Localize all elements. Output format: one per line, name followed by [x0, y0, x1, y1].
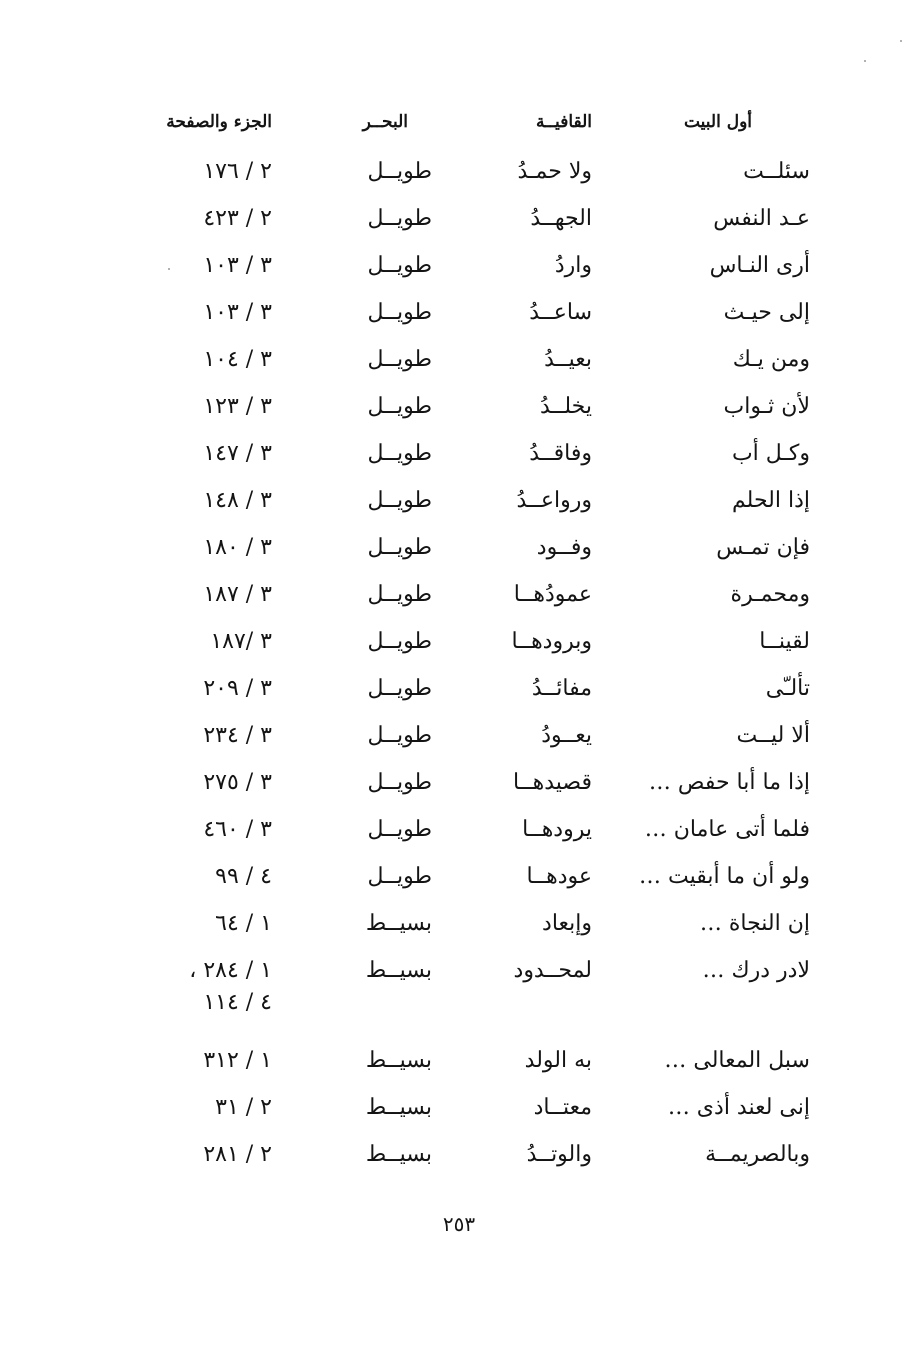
volume-page-ref: ٢ / ٤٢٣	[203, 206, 272, 231]
verse-index-table	[0, 150, 918, 1180]
volume-page-cell	[203, 579, 272, 611]
meter-cell: طويــل	[367, 488, 432, 513]
volume-page-ref: ٢ / ٣١	[215, 1095, 272, 1120]
meter-cell: طويــل	[367, 582, 432, 607]
table-row	[0, 385, 918, 432]
meter-cell: طويــل	[367, 206, 432, 231]
meter-cell: بسيــط	[365, 911, 432, 936]
rhyme-cell: ساعــدُ	[529, 300, 592, 325]
meter-cell: بسيــط	[365, 1048, 432, 1073]
meter-cell: بسيــط	[365, 1142, 432, 1167]
rhyme-cell: يخلــدُ	[539, 394, 592, 419]
rhyme-cell: يعــودُ	[541, 723, 592, 748]
table-row	[0, 1133, 918, 1180]
first-verse-cell: ومن يـك	[732, 347, 810, 372]
header-meter: البحــر	[362, 112, 408, 132]
rhyme-cell: وبرودهــا	[511, 629, 592, 654]
first-verse-cell: تألـّى	[765, 676, 810, 701]
table-row	[0, 573, 918, 620]
volume-page-ref: ٢ / ٢٨١	[203, 1142, 272, 1167]
volume-page-cell	[215, 908, 272, 940]
volume-page-ref: ١ / ٣١٢	[203, 1048, 272, 1073]
volume-page-ref: ٣ /١٨٧	[210, 629, 272, 654]
volume-page-cell	[203, 250, 272, 282]
meter-cell: طويــل	[367, 253, 432, 278]
volume-page-cell	[203, 297, 272, 329]
meter-cell: طويــل	[367, 723, 432, 748]
table-row	[0, 432, 918, 479]
first-verse-cell: عـد النفس	[713, 206, 810, 231]
volume-page-cell	[203, 203, 272, 235]
volume-page-ref: ٣ / ٤٦٠	[203, 817, 272, 842]
first-verse-cell: أرى النـاس	[709, 253, 810, 278]
first-verse-cell: فلما أتى عامان …	[644, 817, 810, 842]
first-verse-cell: إلى حيـث	[723, 300, 810, 325]
volume-page-cell	[203, 767, 272, 799]
volume-page-ref: ٣ / ٢٠٩	[203, 676, 272, 701]
rhyme-cell: ولا حمـدُ	[517, 159, 592, 184]
volume-page-cell	[215, 861, 272, 893]
meter-cell: طويــل	[367, 864, 432, 889]
meter-cell: طويــل	[367, 817, 432, 842]
page-number: ٢٥٣	[442, 1212, 476, 1236]
rhyme-cell: قصيدهــا	[513, 770, 592, 795]
table-row	[0, 244, 918, 291]
table-row	[0, 197, 918, 244]
rhyme-cell: عودهــا	[526, 864, 592, 889]
rhyme-cell: به الولد	[524, 1048, 592, 1073]
meter-cell: طويــل	[367, 347, 432, 372]
rhyme-cell: وفــود	[536, 535, 592, 560]
volume-page-ref: ٣ / ١٨٠	[203, 535, 272, 560]
volume-page-ref: ٣ / ١٠٤	[203, 347, 272, 372]
first-verse-cell: لادر درك …	[702, 958, 810, 983]
table-row	[0, 949, 918, 1039]
rhyme-cell: يرودهــا	[522, 817, 592, 842]
first-verse-cell: فإن تمـس	[716, 535, 810, 560]
volume-page-cell	[203, 391, 272, 423]
header-volume-page: الجزء والصفحة	[166, 112, 272, 132]
meter-cell: طويــل	[367, 159, 432, 184]
first-verse-cell: إن النجاة …	[699, 911, 810, 936]
volume-page-ref: ١ / ٢٨٤ ،	[189, 958, 272, 983]
rhyme-cell: وإبعاد	[542, 911, 592, 936]
volume-page-ref: ٣ / ١٤٧	[203, 441, 272, 466]
meter-cell: طويــل	[367, 676, 432, 701]
table-row	[0, 338, 918, 385]
volume-page-cell	[203, 344, 272, 376]
table-row	[0, 855, 918, 902]
meter-cell: طويــل	[367, 770, 432, 795]
volume-page-cell	[203, 720, 272, 752]
rhyme-cell: الجهــدُ	[530, 206, 592, 231]
rhyme-cell: بعيــدُ	[544, 347, 592, 372]
volume-page-cell	[203, 1139, 272, 1171]
volume-page-ref: ٣ / ٢٧٥	[203, 770, 272, 795]
header-first-verse: أول البيت	[683, 112, 752, 132]
rhyme-cell: مفائــدُ	[531, 676, 592, 701]
first-verse-cell: ألا ليــت	[736, 723, 810, 748]
meter-cell: بسيــط	[365, 1095, 432, 1120]
meter-cell: طويــل	[367, 629, 432, 654]
volume-page-ref: ٢ / ١٧٦	[203, 159, 272, 184]
rhyme-cell: واردُ	[554, 253, 592, 278]
volume-page-ref: ٤ / ١١٤	[203, 990, 272, 1015]
table-row	[0, 620, 918, 667]
volume-page-ref: ١ / ٦٤	[215, 911, 272, 936]
rhyme-cell: عمودُهــا	[513, 582, 592, 607]
volume-page-cell	[210, 626, 272, 658]
volume-page-cell	[203, 532, 272, 564]
table-row	[0, 714, 918, 761]
table-row	[0, 1039, 918, 1086]
table-row	[0, 150, 918, 197]
meter-cell: طويــل	[367, 535, 432, 560]
volume-page-ref: ٣ / ١٢٣	[203, 394, 272, 419]
meter-cell: طويــل	[367, 394, 432, 419]
volume-page-cell	[203, 485, 272, 517]
volume-page-ref: ٣ / ٢٣٤	[203, 723, 272, 748]
volume-page-cell	[203, 438, 272, 470]
first-verse-cell: سبل المعالى …	[664, 1048, 810, 1073]
first-verse-cell: إنى لعند أذى …	[667, 1095, 810, 1120]
scan-speck	[900, 40, 902, 42]
meter-cell: بسيــط	[365, 958, 432, 983]
first-verse-cell: وكـل أب	[731, 441, 810, 466]
rhyme-cell: لمحــدود	[513, 958, 592, 983]
first-verse-cell: لقينــا	[759, 629, 810, 654]
volume-page-ref: ٣ / ١٨٧	[203, 582, 272, 607]
table-row	[0, 667, 918, 714]
scan-speck	[168, 268, 170, 270]
volume-page-ref: ٤ / ٩٩	[215, 864, 272, 889]
first-verse-cell: سئلــت	[743, 159, 810, 184]
rhyme-cell: وفاقــدُ	[529, 441, 592, 466]
volume-page-ref: ٣ / ١٤٨	[203, 488, 272, 513]
first-verse-cell: إذا الحلم	[732, 488, 810, 513]
first-verse-cell: ولو أن ما أبقيت …	[638, 864, 810, 889]
rhyme-cell: ورواعــدُ	[516, 488, 592, 513]
rhyme-cell: والوتــدُ	[526, 1142, 592, 1167]
volume-page-ref: ٣ / ١٠٣	[203, 300, 272, 325]
rhyme-cell: معتــاد	[533, 1095, 592, 1120]
volume-page-cell	[215, 1092, 272, 1124]
first-verse-cell: إذا ما أبا حفص …	[648, 770, 810, 795]
volume-page-cell	[189, 955, 272, 1019]
volume-page-cell	[203, 1045, 272, 1077]
table-row	[0, 761, 918, 808]
volume-page-cell	[203, 156, 272, 188]
table-row	[0, 1086, 918, 1133]
volume-page-ref: ٣ / ١٠٣	[203, 253, 272, 278]
first-verse-cell: لأن ثـواب	[723, 394, 810, 419]
volume-page-cell	[203, 673, 272, 705]
table-row	[0, 808, 918, 855]
table-header	[0, 112, 918, 146]
meter-cell: طويــل	[367, 441, 432, 466]
header-rhyme: القافيــة	[535, 112, 592, 132]
table-row	[0, 902, 918, 949]
table-row	[0, 526, 918, 573]
table-row	[0, 479, 918, 526]
meter-cell: طويــل	[367, 300, 432, 325]
scan-speck	[864, 60, 866, 62]
volume-page-cell	[203, 814, 272, 846]
table-row	[0, 291, 918, 338]
first-verse-cell: وبالصريمــة	[705, 1142, 810, 1167]
first-verse-cell: ومحمـرة	[730, 582, 810, 607]
